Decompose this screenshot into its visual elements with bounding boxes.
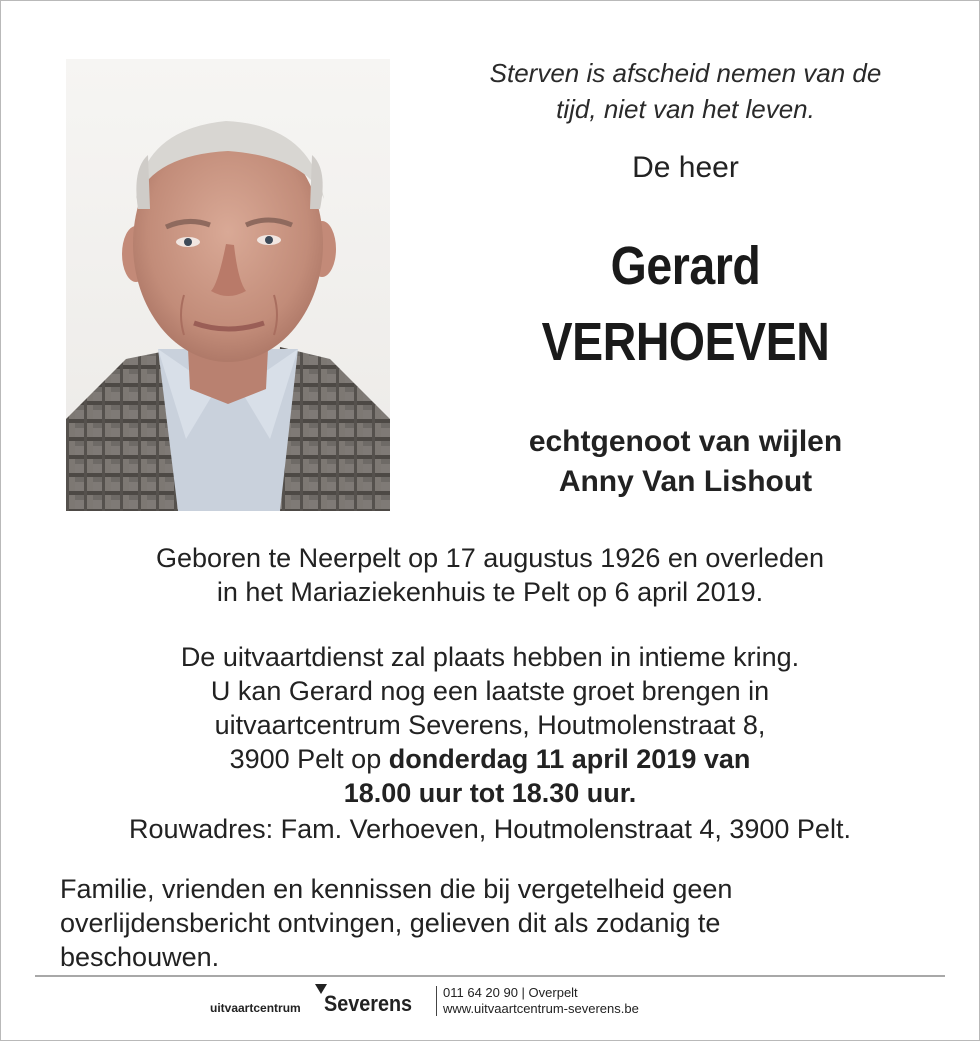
portrait-photo bbox=[66, 59, 390, 511]
footer-separator bbox=[436, 986, 437, 1016]
spouse-line-2: Anny Van Lishout bbox=[558, 465, 813, 498]
service-date: donderdag 11 april 2019 van bbox=[388, 744, 751, 774]
spouse-line-1: echtgenoot van wijlen bbox=[528, 425, 843, 458]
service-line-5 bbox=[40, 776, 940, 810]
notice-line-1: Familie, vrienden en kennissen die bij vergetelheid geen bbox=[60, 874, 733, 904]
funeral-home-logo bbox=[210, 982, 430, 1022]
mourning-address: Rouwadres: Fam. Verhoeven, Houtmolenstraat 4, 3900 Pelt. bbox=[129, 814, 851, 844]
notice-line-3: beschouwen. bbox=[60, 942, 220, 972]
footer-divider bbox=[35, 975, 945, 977]
service-line-1: De uitvaartdienst zal plaats hebben in intieme kring. bbox=[180, 642, 800, 672]
honorific: De heer bbox=[632, 151, 739, 184]
brand-name: Severens bbox=[324, 991, 413, 1016]
service-time: 18.00 uur tot 18.30 uur. bbox=[343, 778, 637, 808]
service-line-4 bbox=[40, 742, 940, 776]
quote-line-2: tijd, niet van het leven. bbox=[556, 94, 815, 124]
notice-text bbox=[60, 872, 920, 974]
birth-death-info bbox=[40, 541, 940, 609]
last-name: VERHOEVEN bbox=[541, 312, 830, 372]
service-line-4-prefix: 3900 Pelt op bbox=[229, 744, 389, 774]
memorial-quote bbox=[408, 55, 963, 127]
brand-small-text: uitvaartcentrum bbox=[210, 1001, 301, 1015]
service-info bbox=[40, 640, 940, 810]
born-line-1: Geboren te Neerpelt op 17 augustus 1926 en overleden bbox=[156, 543, 824, 573]
service-line-2: U kan Gerard nog een laatste groet brengen in bbox=[210, 676, 770, 706]
footer-phone: 011 64 20 90 | Overpelt bbox=[443, 985, 578, 1000]
born-line-2: in het Mariaziekenhuis te Pelt op 6 april 2019. bbox=[216, 577, 764, 607]
first-name: Gerard bbox=[610, 236, 761, 296]
notice-line-2: overlijdensbericht ontvingen, gelieven dit als zodanig te bbox=[60, 908, 721, 938]
footer-contact bbox=[443, 985, 639, 1017]
spouse-info bbox=[408, 422, 963, 502]
deceased-name bbox=[447, 228, 924, 380]
footer-website[interactable]: www.uitvaartcentrum-severens.be bbox=[443, 1001, 639, 1016]
service-line-3: uitvaartcentrum Severens, Houtmolenstraat 8, bbox=[214, 710, 766, 740]
quote-line-1: Sterven is afscheid nemen van de bbox=[489, 58, 882, 88]
